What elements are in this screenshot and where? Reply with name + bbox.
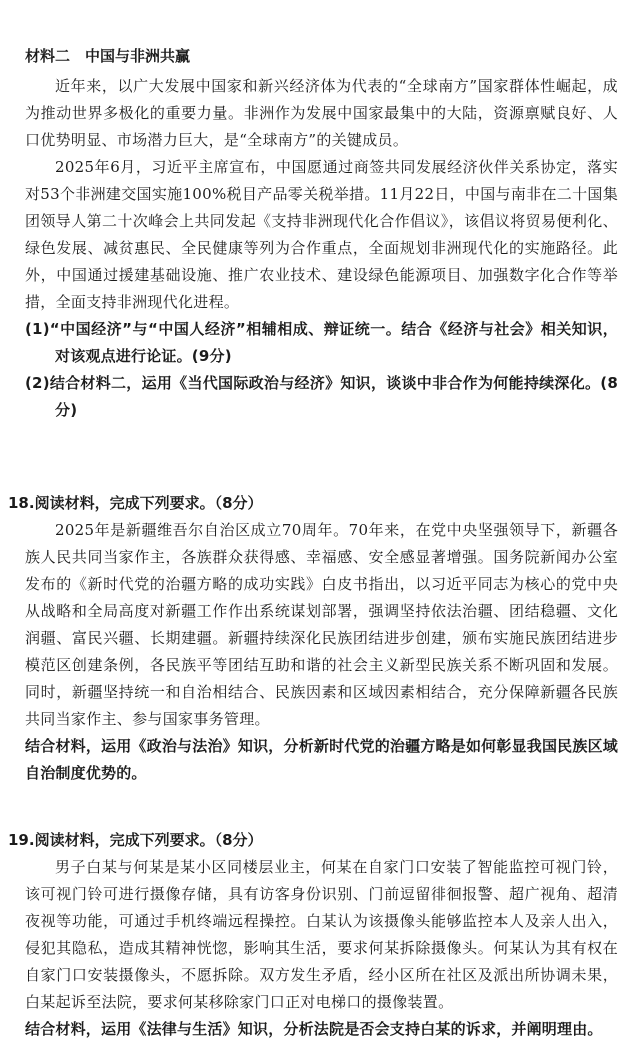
question-19-section	[8, 827, 618, 1043]
question-18-header	[8, 490, 618, 517]
material-2-section	[25, 44, 618, 424]
question-18-section	[8, 490, 618, 787]
sub-question-2: (2)结合材料二，运用《当代国际政治与经济》知识，谈谈中非合作为何能持续深化。(8分)	[25, 374, 618, 419]
material-2-paragraph-1: 近年来，以广大发展中国家和新兴经济体为代表的“全球南方”国家群体性崛起，成为推动世界多极化的重要力量。非洲作为发展中国家最集中的大陆，资源禀赋良好、人口优势明显、市场潜力巨大，是“全球南方”的关键成员。	[25, 77, 618, 149]
sub-question-1: (1)“中国经济”与“中国人经济”相辅相成、辩证统一。结合《经济与社会》相关知识，对该观点进行论证。(9分)	[25, 320, 618, 365]
question-19-material: 男子白某与何某是某小区同楼层业主，何某在自家门口安装了智能监控可视门铃，该可视门铃可进行摄像存储，具有访客身份识别、门前逗留徘徊报警、超广视角、超清夜视等功能，可通过手机终端远程操控。白某认为该摄像头能够监控本人及亲人出入，侵犯其隐私，造成其精神恍惚，影响其生活，要求何某拆除摄像头。何某认为其有权在自家门口安装摄像头，不愿拆除。双方发生矛盾，经小区所在社区及派出所协调未果，白某起诉至法院，要求何某移除家门口正对电梯口的摄像装置。	[25, 858, 618, 1011]
question-19-number: 19.	[8, 831, 35, 849]
material-2-paragraph-2: 2025年6月，习近平主席宣布，中国愿通过商签共同发展经济伙伴关系协定，落实对53个非洲建交国实施100%税目产品零关税举措。11月22日，中国与南非在二十国集团领导人第二十次峰会上共同发起《支持非洲现代化合作倡议》，该倡议将贸易便利化、绿色发展、减贫惠民、全民健康等列为合作重点，全面规划非洲现代化的实施路径。此外，中国通过援建基础设施、推广农业技术、建设绿色能源项目、加强数字化合作等举措，全面支持非洲现代化进程。	[25, 158, 618, 311]
question-19-task: 结合材料，运用《法律与生活》知识，分析法院是否会支持白某的诉求，并阐明理由。	[25, 1020, 603, 1038]
material-2-heading: 材料二 中国与非洲共赢	[25, 47, 191, 65]
question-18-task: 结合材料，运用《政治与法治》知识，分析新时代党的治疆方略是如何彰显我国民族区域自治制度优势的。	[25, 737, 618, 782]
question-18-material: 2025年是新疆维吾尔自治区成立70周年。70年来，在党中央坚强领导下，新疆各族人民共同当家作主，各族群众获得感、幸福感、安全感显著增强。国务院新闻办公室发布的《新时代党的治疆方略的成功实践》白皮书指出，以习近平同志为核心的党中央从战略和全局高度对新疆工作作出系统谋划部署，强调坚持依法治疆、团结稳疆、文化润疆、富民兴疆、长期建疆。新疆持续深化民族团结进步创建，颁布实施民族团结进步模范区创建条例，各民族平等团结互助和谐的社会主义新型民族关系不断巩固和发展。同时，新疆坚持统一和自治相结合、民族因素和区域因素相结合，充分保障新疆各民族共同当家作主、参与国家事务管理。	[25, 521, 618, 728]
question-18-number: 18.	[8, 494, 35, 512]
question-19-header	[8, 827, 618, 854]
question-19-stem: 阅读材料，完成下列要求。（8分）	[34, 831, 263, 849]
question-18-stem: 阅读材料，完成下列要求。（8分）	[34, 494, 263, 512]
